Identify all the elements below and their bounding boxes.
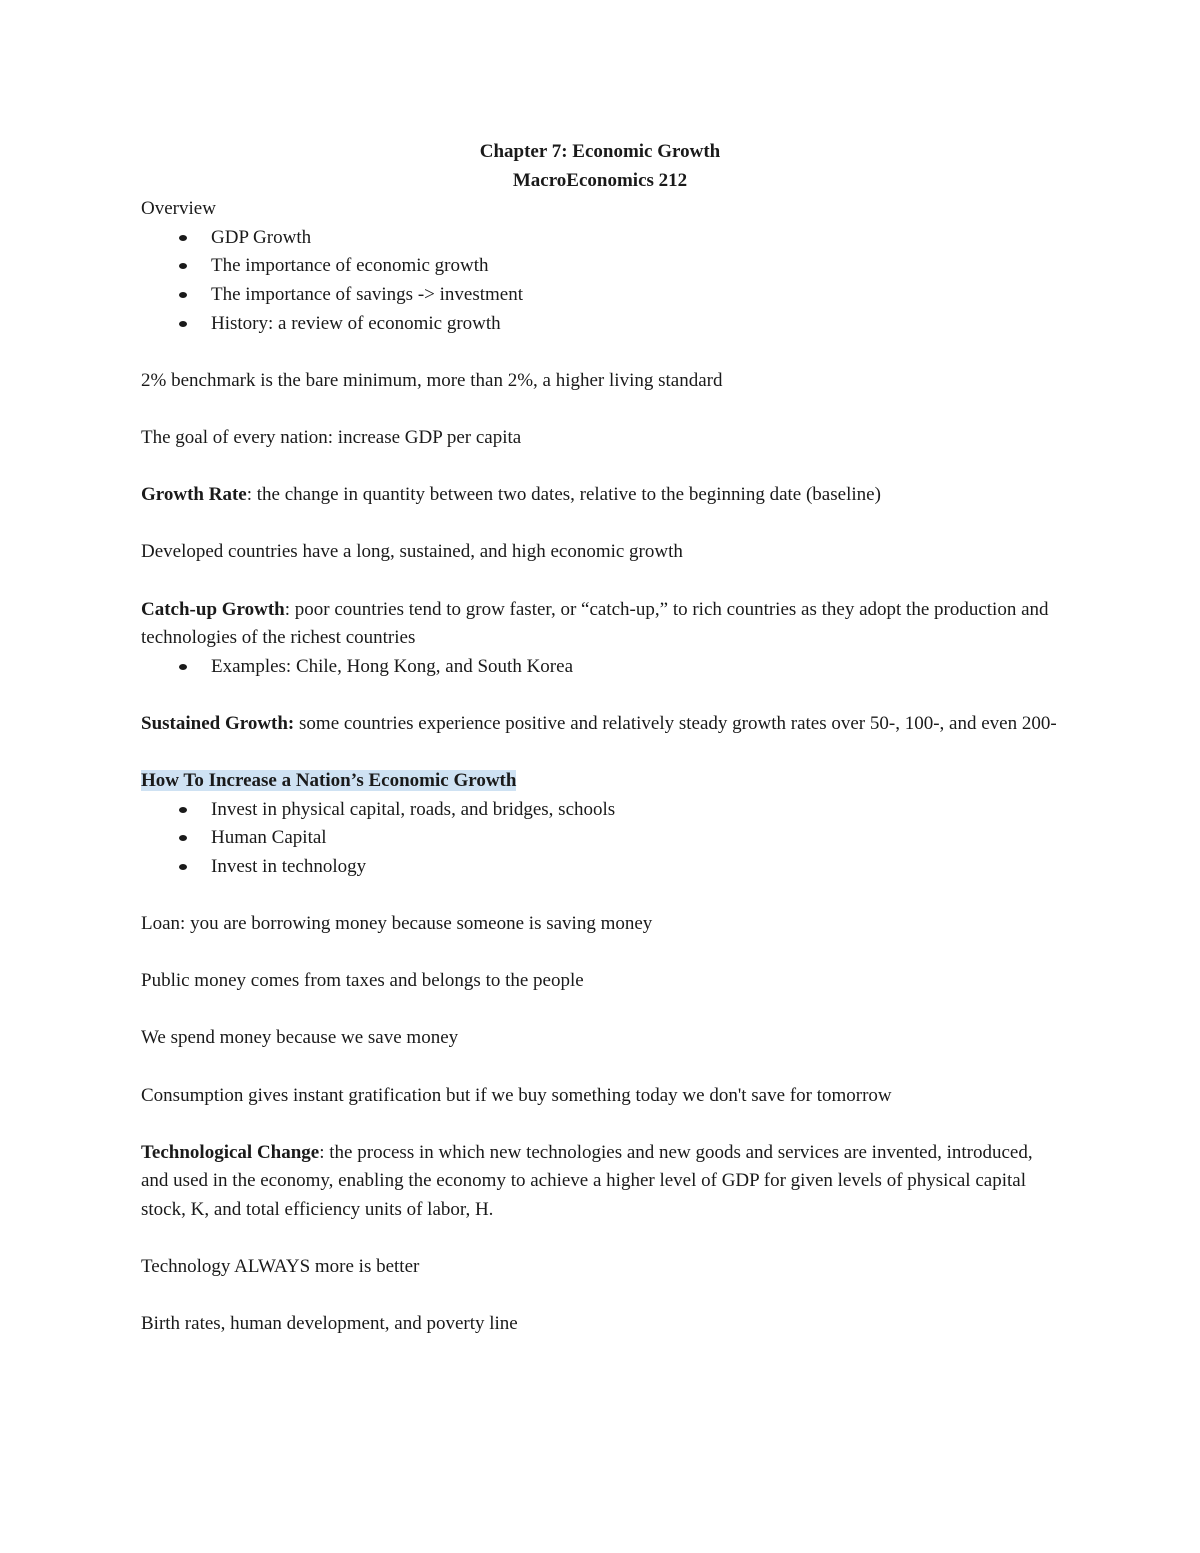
growth-rate-term: Growth Rate [141, 484, 247, 506]
increase-heading-line [141, 767, 1061, 796]
list-item: Invest in technology [141, 853, 1061, 882]
consumption-paragraph: Consumption gives instant gratification but if we buy something today we don't save for tomorrow [141, 1084, 892, 1106]
document-page [141, 138, 1061, 1339]
sustained-term: Sustained Growth: [141, 712, 295, 734]
public-money-paragraph: Public money comes from taxes and belongs to the people [141, 970, 584, 992]
developed-paragraph: Developed countries have a long, sustained, and high economic growth [141, 541, 683, 563]
bullet-icon [179, 807, 187, 813]
document-subtitle: MacroEconomics 212 [512, 169, 688, 191]
sustained-paragraph [141, 710, 1061, 739]
growth-rate-definition: : the change in quantity between two dates, relative to the beginning date (baseline) [246, 484, 881, 506]
tech-change-paragraph [141, 1139, 1061, 1225]
bullet-icon [179, 664, 187, 670]
list-item: Human Capital [141, 824, 1061, 853]
catch-up-definition: : poor countries tend to grow faster, or “catch-up,” to rich countries as they adopt the production and technologies of the richest countries [141, 598, 1049, 649]
list-item: The importance of savings -> investment [141, 281, 1061, 310]
loan-paragraph: Loan: you are borrowing money because someone is saving money [141, 913, 653, 935]
list-item: Examples: Chile, Hong Kong, and South Korea [141, 653, 1061, 682]
overview-list [141, 224, 1061, 338]
list-item: GDP Growth [141, 224, 1061, 253]
catch-up-paragraph [141, 596, 1061, 653]
tech-change-definition: : the process in which new technologies and new goods and services are invented, introduced, and used in the economy, enabling the economy to achieve a higher level of GDP for given levels of physical capital stock, K, and total efficiency units of labor, H. [141, 1141, 1033, 1220]
document-title: Chapter 7: Economic Growth [479, 141, 721, 162]
tech-better-paragraph: Technology ALWAYS more is better [141, 1256, 420, 1278]
list-item: Invest in physical capital, roads, and bridges, schools [141, 796, 1061, 825]
list-item: The importance of economic growth [141, 252, 1061, 281]
increase-heading: How To Increase a Nation’s Economic Growth [141, 770, 517, 792]
bullet-icon [179, 321, 187, 327]
benchmark-paragraph: 2% benchmark is the bare minimum, more than 2%, a higher living standard [141, 369, 723, 391]
catch-up-term: Catch-up Growth [141, 598, 285, 620]
growth-rate-paragraph [141, 481, 1061, 510]
bullet-icon [179, 864, 187, 870]
tech-change-term: Technological Change [141, 1141, 320, 1163]
catch-up-list [141, 653, 1061, 682]
birth-rates-paragraph: Birth rates, human development, and poverty line [141, 1313, 518, 1335]
sustained-definition: some countries experience positive and relatively steady growth rates over 50-, 100-, and even 200- [294, 712, 1057, 734]
spend-paragraph: We spend money because we save money [141, 1027, 459, 1049]
bullet-icon [179, 292, 187, 298]
bullet-icon [179, 835, 187, 841]
bullet-icon [179, 263, 187, 269]
increase-list [141, 796, 1061, 882]
list-item: History: a review of economic growth [141, 310, 1061, 339]
goal-paragraph: The goal of every nation: increase GDP per capita [141, 426, 522, 448]
bullet-icon [179, 235, 187, 241]
overview-label: Overview [141, 198, 216, 220]
